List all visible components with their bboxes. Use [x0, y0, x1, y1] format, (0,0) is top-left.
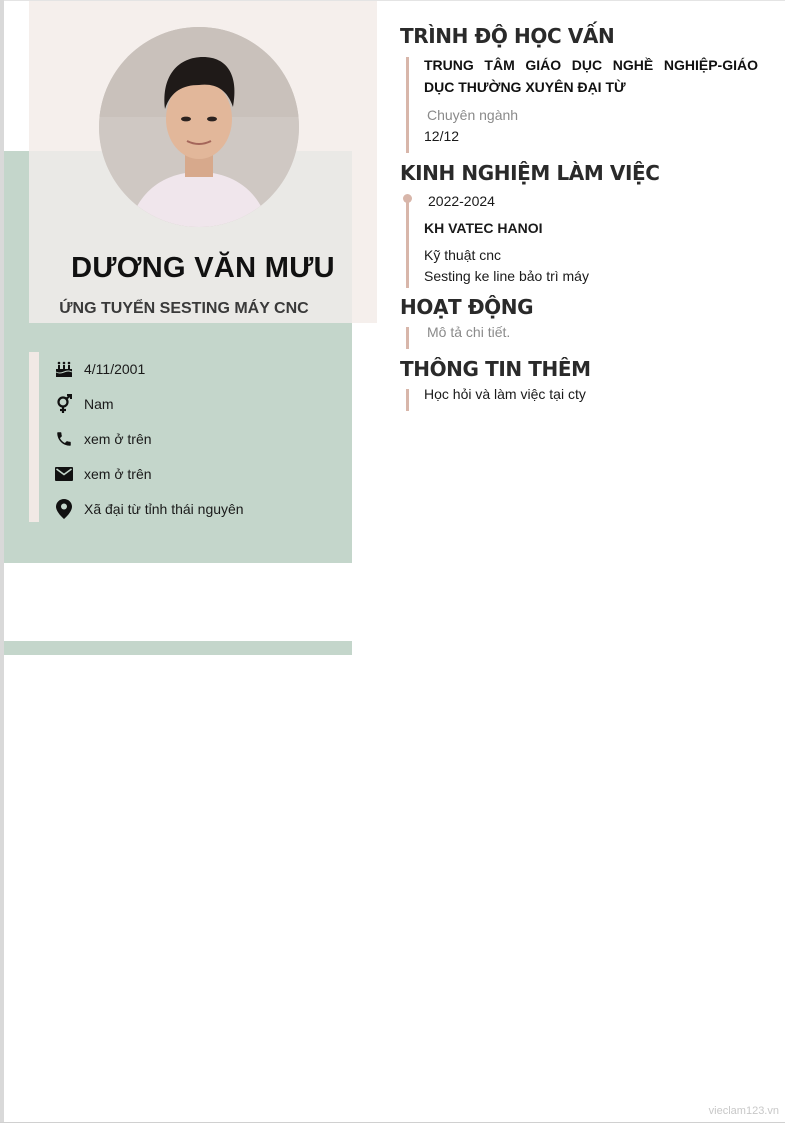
- additional-info-title: THÔNG TIN THÊM: [400, 357, 591, 381]
- contact-phone: [54, 428, 152, 450]
- additional-info-accent-bar: [406, 389, 409, 411]
- experience-title: KINH NGHIỆM LÀM VIỆC: [400, 161, 660, 185]
- email-icon: [54, 464, 74, 484]
- education-school: TRUNG TÂM GIÁO DỤC NGHỀ NGHIỆP-GIÁO DỤC THƯỜNG XUYÊN ĐẠI TỪ: [424, 57, 758, 95]
- contact-gender: [54, 393, 114, 415]
- gender-icon: [54, 394, 74, 414]
- gender-value: Nam: [84, 396, 114, 412]
- avatar-photo: [99, 27, 299, 227]
- avatar: [99, 27, 299, 227]
- contact-birthday: [54, 358, 145, 380]
- education-major: Chuyên ngành: [427, 107, 519, 123]
- location-pin-icon: [54, 499, 74, 519]
- activities-title: HOẠT ĐỘNG: [400, 295, 534, 319]
- experience-accent-bar: [406, 200, 409, 288]
- watermark: vieclam123.vn: [708, 1105, 779, 1117]
- education-accent-bar: [406, 57, 409, 153]
- email-value: xem ở trên: [84, 466, 152, 482]
- additional-info-text: Học hỏi và làm việc tại cty: [424, 386, 586, 402]
- education-grade: 12/12: [424, 128, 460, 144]
- experience-period: 2022-2024: [428, 193, 495, 209]
- applied-position: ỨNG TUYỂN SESTING MÁY CNC: [59, 300, 309, 317]
- experience-description: Sesting ke line bảo trì máy: [424, 268, 589, 284]
- contact-email: [54, 463, 152, 485]
- experience-role: Kỹ thuật cnc: [424, 247, 502, 263]
- birthday-cake-icon: [54, 359, 74, 379]
- phone-value: xem ở trên: [84, 431, 152, 447]
- birthday-value: 4/11/2001: [84, 361, 146, 377]
- activities-description: Mô tả chi tiết.: [427, 324, 511, 340]
- education-title: TRÌNH ĐỘ HỌC VẤN: [400, 24, 615, 48]
- sidebar-green-strip: [4, 641, 352, 655]
- address-value: Xã đại từ tỉnh thái nguyên: [84, 501, 244, 517]
- phone-icon: [54, 429, 74, 449]
- experience-company: KH VATEC HANOI: [424, 220, 543, 236]
- contact-accent-bar: [29, 352, 39, 522]
- contact-address: [54, 498, 244, 520]
- activities-accent-bar: [406, 327, 409, 349]
- candidate-name: DƯƠNG VĂN MƯU: [71, 252, 335, 284]
